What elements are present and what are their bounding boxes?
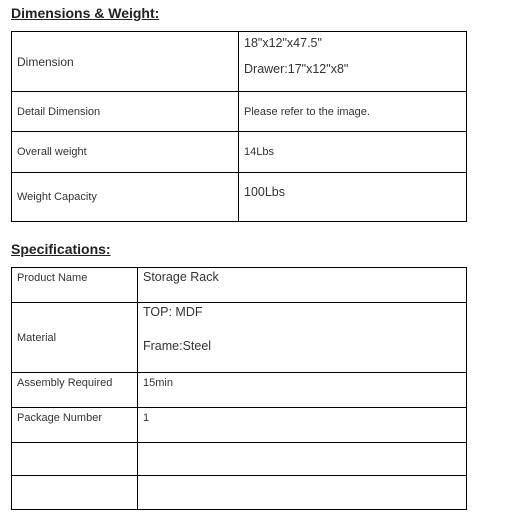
detail-dimension-label: Detail Dimension — [12, 92, 239, 132]
material-top-value: TOP: MDF — [143, 305, 203, 319]
dimensions-table — [11, 31, 467, 222]
table-row — [12, 92, 467, 132]
detail-dimension-value: Please refer to the image. — [239, 92, 467, 132]
table-row — [12, 132, 467, 173]
table-row — [12, 476, 467, 510]
empty-label — [12, 443, 138, 476]
weight-capacity-value: 100Lbs — [239, 173, 467, 222]
material-frame-value: Frame:Steel — [143, 339, 212, 353]
empty-label — [12, 476, 138, 510]
specifications-table — [11, 267, 467, 510]
table-row — [12, 408, 467, 443]
empty-value — [138, 476, 467, 510]
overall-weight-label: Overall weight — [12, 132, 239, 173]
material-label: Material — [12, 303, 138, 373]
table-row — [12, 303, 467, 373]
dimension-drawer-value: Drawer:17"x12"x8" — [244, 62, 349, 76]
table-row — [12, 443, 467, 476]
dimensions-heading: Dimensions & Weight: — [11, 5, 160, 21]
overall-weight-value: 14Lbs — [239, 132, 467, 173]
material-value — [138, 303, 467, 373]
package-number-value: 1 — [138, 408, 467, 443]
empty-value — [138, 443, 467, 476]
dimension-label: Dimension — [12, 32, 239, 92]
weight-capacity-label: Weight Capacity — [12, 173, 239, 222]
dimension-overall-value: 18"x12"x47.5" — [244, 36, 322, 50]
product-name-label: Product Name — [12, 268, 138, 303]
table-row — [12, 373, 467, 408]
table-row — [12, 173, 467, 222]
dimension-value — [239, 32, 467, 92]
assembly-value: 15min — [138, 373, 467, 408]
table-row — [12, 32, 467, 92]
specifications-heading: Specifications: — [11, 241, 111, 257]
table-row — [12, 268, 467, 303]
product-name-value: Storage Rack — [138, 268, 467, 303]
assembly-label: Assembly Required — [12, 373, 138, 408]
package-number-label: Package Number — [12, 408, 138, 443]
